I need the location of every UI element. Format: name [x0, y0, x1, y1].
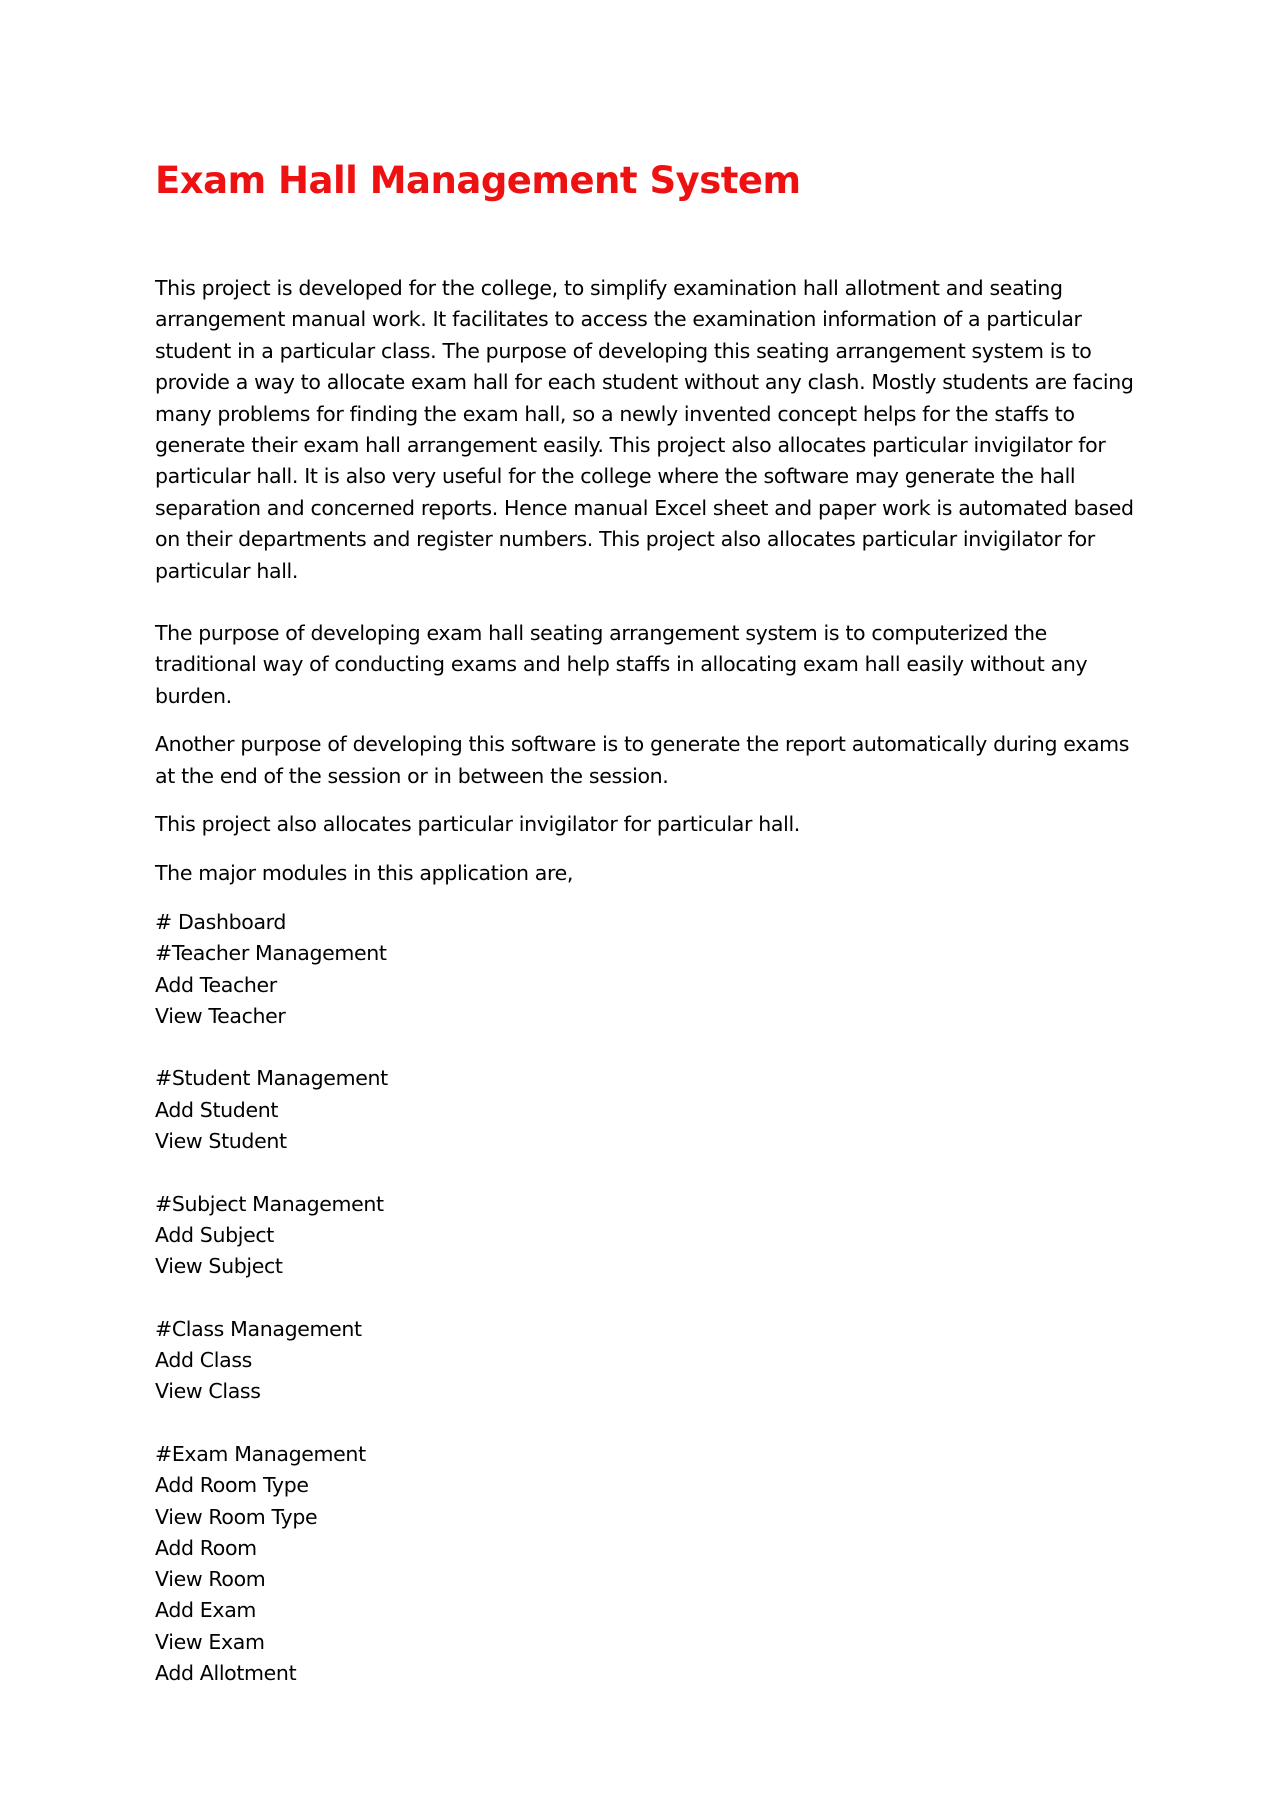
invigilator-paragraph: This project also allocates particular invigilator for particular hall.	[155, 812, 800, 837]
modules-intro-paragraph: The major modules in this application are,	[155, 860, 574, 885]
document-title: Exam Hall Management System	[155, 159, 801, 202]
module-item: View Exam	[155, 1629, 265, 1654]
module-item: Add Allotment	[155, 1661, 297, 1686]
another-purpose-paragraph: Another purpose of developing this software is to generate the report automatically during exams at the end of the session or in between the session.	[155, 732, 1130, 788]
module-item: Add Teacher	[155, 972, 277, 997]
module-group-class	[155, 1314, 1145, 1408]
module-item: Add Room	[155, 1535, 257, 1560]
module-heading: #Teacher Management	[155, 941, 387, 966]
module-item: View Room	[155, 1567, 266, 1592]
module-item: Add Student	[155, 1097, 279, 1122]
module-heading: #Subject Management	[155, 1191, 384, 1216]
intro-paragraph: This project is developed for the college, to simplify examination hall allotment and seating arrangement manual work. It facilitates to access the examination information of a particular student in a particular class. The purpose of developing this seating arrangement system is to provide a way to allocate exam hall for each student without any clash. Mostly students are facing many problems for finding the exam hall, so a newly invented concept helps for the staffs to generate their exam hall arrangement easily. This project also allocates particular invigilator for particular hall. It is also very useful for the college where the software may generate the hall separation and concerned reports. Hence manual Excel sheet and paper work is automated based on their departments and register numbers. This project also allocates particular invigilator for particular hall.	[155, 276, 1134, 583]
module-item: Add Class	[155, 1348, 252, 1373]
purpose-paragraph: The purpose of developing exam hall seating arrangement system is to computerized the traditional way of conducting exams and help staffs in allocating exam hall easily without any burden.	[155, 621, 1088, 708]
module-item: Add Subject	[155, 1222, 274, 1247]
module-item: Add Room Type	[155, 1473, 309, 1498]
module-group-subject	[155, 1189, 1145, 1283]
module-group-dashboard-teacher	[155, 907, 1145, 1032]
module-group-student	[155, 1063, 1145, 1157]
module-item: View Class	[155, 1379, 261, 1404]
module-heading: #Student Management	[155, 1066, 388, 1091]
module-heading: #Exam Management	[155, 1441, 366, 1466]
module-heading: #Class Management	[155, 1316, 362, 1341]
document-body	[155, 155, 1145, 1689]
module-item: View Student	[155, 1128, 287, 1153]
module-item: Add Exam	[155, 1598, 257, 1623]
module-heading: # Dashboard	[155, 909, 287, 934]
module-list	[155, 907, 1145, 1689]
module-group-exam	[155, 1439, 1145, 1689]
module-item: View Teacher	[155, 1003, 286, 1028]
module-item: View Subject	[155, 1254, 283, 1279]
module-item: View Room Type	[155, 1504, 318, 1529]
